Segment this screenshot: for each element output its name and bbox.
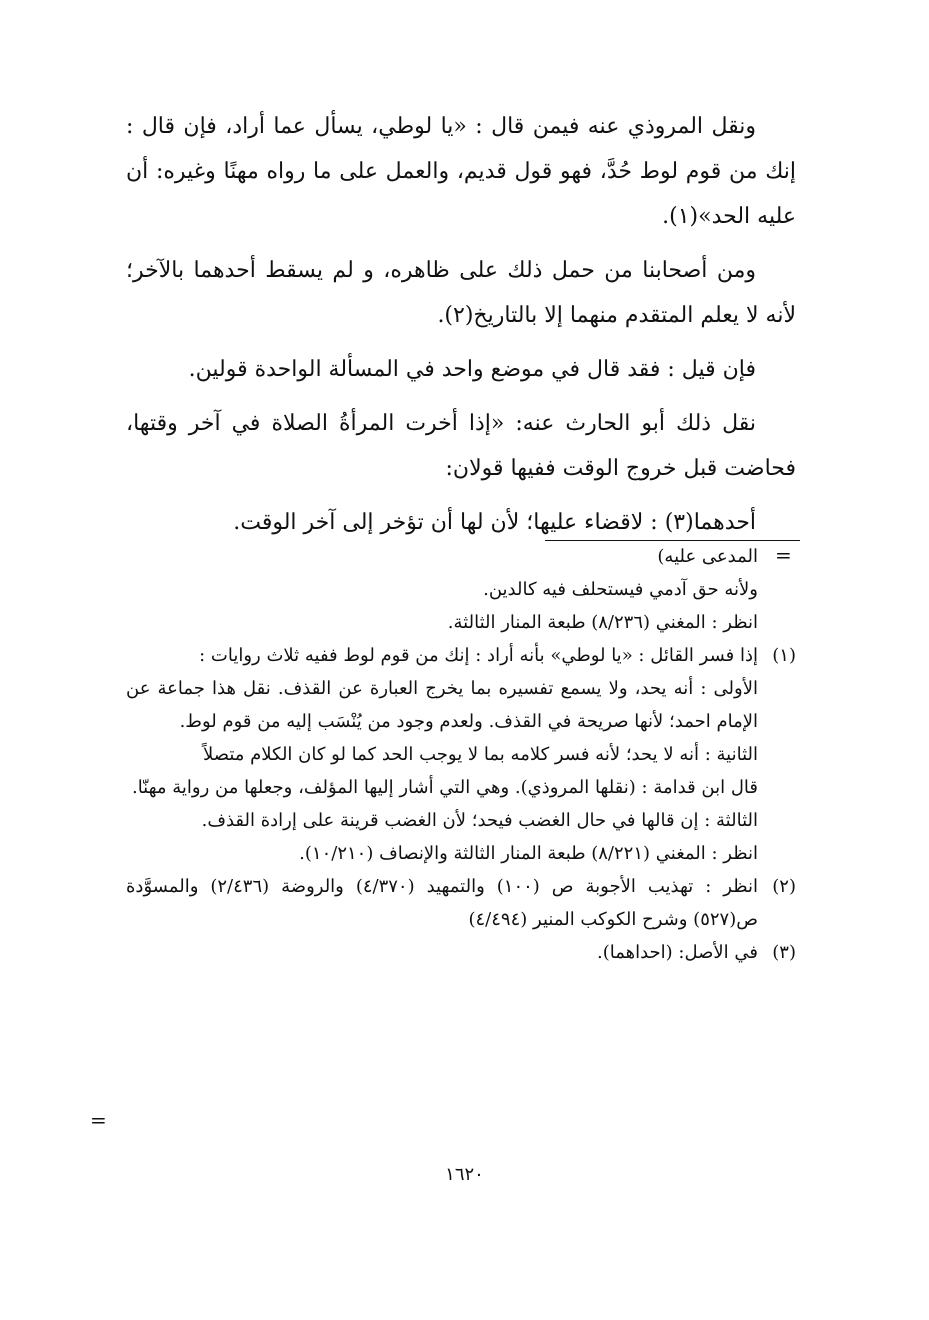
main-text	[126, 104, 796, 554]
footnote-carryover	[126, 540, 758, 639]
footnote-line: الثالثة : إن قالها في حال الغضب فيحد؛ لأن الغضب قرينة على إرادة القذف.	[201, 810, 758, 831]
footnote-line: قال ابن قدامة : (نقلها المروذي). وهي التي أشار إليها المؤلف، وجعلها من رواية مهنّا.	[131, 777, 758, 798]
paragraph: ونقل المروذي عنه فيمن قال : «يا لوطي، يسأل عما أراد، فإن قال : إنك من قوم لوط حُدَّ، فهو قول قديم، والعمل على ما رواه مهنًا وغيره: أن عليه الحد»(١).	[126, 114, 796, 229]
footnote-line: ولأنه حق آدمي فيستحلف فيه كالدين.	[483, 579, 758, 600]
footnote-line: انظر : تهذيب الأجوبة ص (١٠٠) والتمهيد (٤/٣٧٠) والروضة (٢/٤٣٦) والمسوَّدة ص(٥٢٧) وشرح الكوكب المنير (٤/٤٩٤)	[126, 876, 758, 930]
footnote-number: (١)	[772, 645, 796, 666]
footnotes	[126, 540, 796, 969]
paragraph: فإن قيل : فقد قال في موضع واحد في المسألة الواحدة قولين.	[188, 357, 756, 382]
paragraph: أحدهما(٣) : لاقضاء عليها؛ لأن لها أن تؤخر إلى آخر الوقت.	[233, 510, 756, 535]
footnote-line: الأولى : أنه يحد، ولا يسمع تفسيره بما يخرج العبارة عن القذف. نقل هذا جماعة عن الإمام احمد؛ لأنها صريحة في القذف. ولعدم وجود من يُنْسَب إليه من قوم لوط.	[126, 678, 758, 732]
continuation-mark-bottom: =	[90, 1108, 107, 1132]
footnote-line: المدعى عليه)	[657, 546, 758, 567]
continuation-mark-top: =	[775, 543, 792, 567]
footnote-line: الثانية : أنه لا يحد؛ لأنه فسر كلامه بما لا يوجب الحد كما لو كان الكلام متصلاً	[202, 744, 758, 765]
page-number: ١٦٢٠	[445, 1164, 484, 1185]
footnote-number: (٢)	[772, 876, 796, 897]
footnote-2	[126, 870, 796, 936]
paragraph: نقل ذلك أبو الحارث عنه: «إذا أخرت المرأةُ الصلاة في آخر وقتها، فحاضت قبل خروج الوقت ففيها قولان:	[126, 411, 796, 481]
footnote-line: في الأصل: (احداهما).	[596, 942, 758, 963]
paragraph: ومن أصحابنا من حمل ذلك على ظاهره، و لم يسقط أحدهما بالآخر؛ لأنه لا يعلم المتقدم منهما إلا بالتاريخ(٢).	[126, 258, 796, 328]
footnote-3	[126, 936, 796, 969]
footnote-line: انظر : المغني (٨/٢٢١) طبعة المنار الثالثة والإنصاف (١٠/٢١٠).	[299, 843, 758, 864]
footnote-1	[126, 639, 796, 870]
footnote-number: (٣)	[772, 942, 796, 963]
footnote-line: انظر : المغني (٨/٢٣٦) طبعة المنار الثالثة.	[447, 612, 758, 633]
footnote-line: إذا فسر القائل : «يا لوطي» بأنه أراد : إنك من قوم لوط ففيه ثلاث روايات :	[199, 645, 758, 666]
